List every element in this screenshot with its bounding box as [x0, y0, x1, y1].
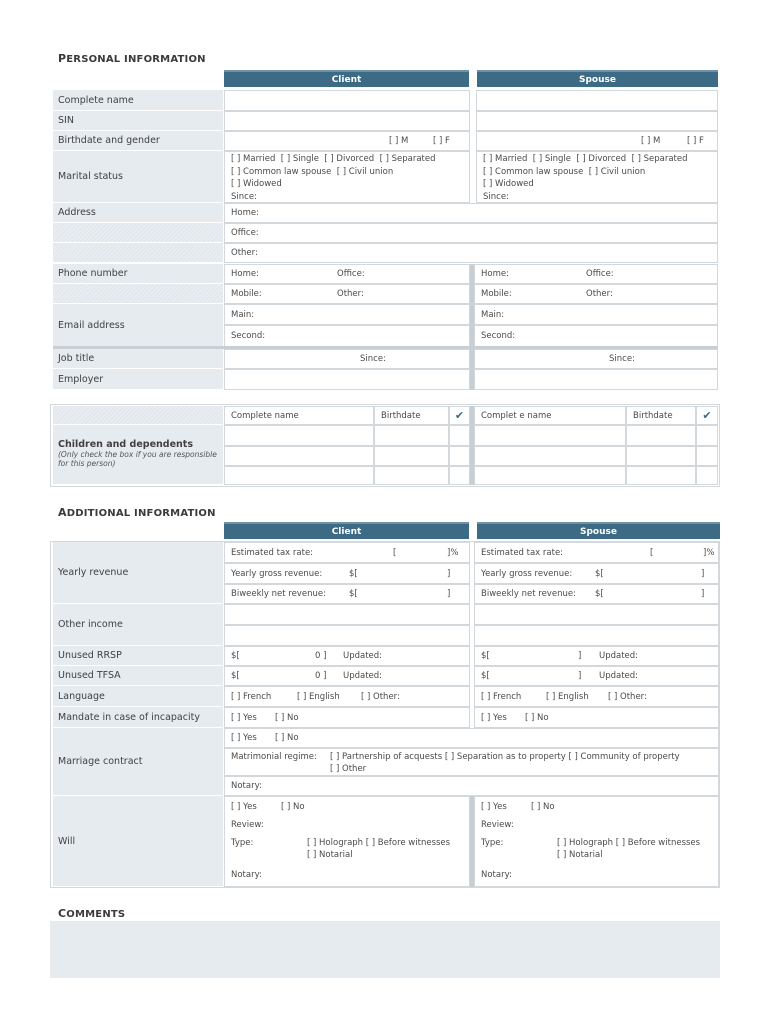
label-complete-name: Complete name	[53, 90, 223, 111]
spouse-will-no[interactable]: [ ] No	[531, 802, 555, 812]
client-child-checkbox-row1[interactable]	[449, 425, 470, 446]
spouse-marital-since: Since:	[483, 191, 509, 202]
client-gender-m-checkbox[interactable]: [ ] M	[389, 136, 409, 146]
spouse-tax-rate-field[interactable]: Estimated tax rate: [ ]%	[474, 542, 719, 563]
label-phone-blank	[53, 284, 223, 304]
additional-client-header: Client	[224, 522, 469, 539]
client-other-income-field-1[interactable]	[224, 604, 470, 625]
client-header: Client	[224, 70, 469, 87]
personal-information-title: PERSONAL INFORMATION	[58, 52, 206, 65]
label-email-address: Email address	[53, 304, 223, 347]
client-marital-since: Since:	[231, 191, 257, 202]
client-tfsa-value: 0 ]	[315, 671, 327, 681]
client-phone-other-label: Other:	[337, 289, 364, 299]
client-marital-status[interactable]	[224, 151, 470, 203]
client-job-title-field[interactable]	[224, 349, 470, 369]
client-will-review-label: Review:	[231, 820, 264, 830]
client-will-yes[interactable]: [ ] Yes	[231, 802, 257, 812]
label-language: Language	[53, 686, 223, 707]
spouse-child-name-header: Complet e name	[474, 406, 626, 425]
spouse-child-name-row2[interactable]	[474, 446, 626, 466]
spouse-other-income-field-2[interactable]	[474, 625, 719, 646]
client-will-type-label: Type:	[231, 838, 254, 848]
client-gender-f-checkbox[interactable]: [ ] F	[433, 136, 450, 146]
client-child-name-row3[interactable]	[224, 466, 374, 485]
client-child-birthdate-row2[interactable]	[374, 446, 449, 466]
spouse-child-birthdate-header: Birthdate	[626, 406, 696, 425]
spouse-complete-name-field[interactable]	[476, 90, 718, 111]
client-job-since-label: Since:	[360, 354, 386, 364]
spouse-child-name-row3[interactable]	[474, 466, 626, 485]
label-mandate: Mandate in case of incapacity	[53, 707, 223, 728]
client-child-name-row1[interactable]	[224, 425, 374, 446]
label-sin: SIN	[53, 111, 223, 131]
label-marital-status: Marital status	[53, 151, 223, 203]
spouse-phone-home-field[interactable]: Home: Office:	[474, 264, 718, 284]
label-address-blank-1	[53, 223, 223, 243]
client-child-birthdate-row1[interactable]	[374, 425, 449, 446]
spouse-phone-other-label: Other:	[586, 289, 613, 299]
address-office-field[interactable]: Office:	[224, 223, 718, 243]
spouse-mandate-no[interactable]: [ ] No	[525, 713, 549, 723]
address-home-field[interactable]: Home:	[224, 203, 718, 223]
label-employer: Employer	[53, 369, 223, 390]
client-phone-mobile-field[interactable]: Mobile: Other:	[224, 284, 470, 304]
spouse-rrsp-field[interactable]: $[ ] Updated:	[474, 646, 719, 666]
client-child-birthdate-row3[interactable]	[374, 466, 449, 485]
client-marital-line3[interactable]: [ ] Widowed	[231, 179, 282, 189]
client-rrsp-value: 0 ]	[315, 651, 327, 661]
client-net-revenue-field[interactable]: Biweekly net revenue: $[ ]	[224, 584, 470, 604]
client-child-birthdate-header: Birthdate	[374, 406, 449, 425]
client-email-main-field[interactable]: Main:	[224, 304, 470, 325]
marriage-notary-field[interactable]: Notary:	[224, 776, 719, 796]
spouse-child-birthdate-row1[interactable]	[626, 425, 696, 446]
client-marital-line2[interactable]: [ ] Common law spouse [ ] Civil union	[231, 166, 394, 177]
spouse-phone-office-label: Office:	[586, 269, 614, 279]
spouse-child-checkbox-row1[interactable]	[696, 425, 718, 446]
spouse-child-birthdate-row3[interactable]	[626, 466, 696, 485]
matrimonial-regime-field[interactable]: Matrimonial regime: [ ] Partnership of acquests [ ] Separation as to property [ ] Community of property [ ] Other	[224, 748, 719, 776]
spouse-employer-field[interactable]	[474, 369, 718, 390]
spouse-job-title-field[interactable]	[474, 349, 718, 369]
spouse-tfsa-field[interactable]: $[ ] Updated:	[474, 666, 719, 686]
marriage-contract-yes-no[interactable]	[224, 728, 719, 748]
client-employer-field[interactable]	[224, 369, 470, 390]
spouse-email-second-field[interactable]: Second:	[474, 325, 718, 347]
client-will-no[interactable]: [ ] No	[281, 802, 305, 812]
client-language-english[interactable]: [ ] English	[297, 692, 340, 702]
spouse-mandate-yes[interactable]: [ ] Yes	[481, 712, 507, 723]
client-marital-line1[interactable]: [ ] Married [ ] Single [ ] Divorced [ ] Separated	[231, 154, 436, 164]
label-will: Will	[53, 796, 223, 887]
spouse-will-type-options[interactable]: [ ] Holograph [ ] Before witnesses	[557, 838, 701, 848]
spouse-child-check-icon: ✔	[696, 406, 718, 425]
label-address: Address	[53, 203, 223, 223]
column-separator-phone	[470, 264, 474, 347]
label-other-income: Other income	[53, 604, 223, 646]
spouse-language-english[interactable]: [ ] English	[546, 692, 589, 702]
client-birthdate-field[interactable]	[224, 131, 470, 151]
spouse-child-name-row1[interactable]	[474, 425, 626, 446]
matrimonial-regime-other[interactable]: [ ] Other	[330, 764, 367, 774]
client-language-field[interactable]	[224, 686, 470, 707]
client-phone-office-label: Office:	[337, 269, 365, 279]
spouse-birthdate-field[interactable]	[476, 131, 718, 151]
client-child-check-icon: ✔	[449, 406, 470, 425]
client-gross-revenue-field[interactable]: Yearly gross revenue: $[ ]	[224, 563, 470, 584]
label-unused-tfsa: Unused TFSA	[53, 666, 223, 686]
children-header-blank	[53, 406, 223, 425]
spouse-net-revenue-field[interactable]: Biweekly net revenue: $[ ]	[474, 584, 719, 604]
client-email-second-field[interactable]: Second:	[224, 325, 470, 347]
client-child-name-row2[interactable]	[224, 446, 374, 466]
client-language-french[interactable]: [ ] French	[231, 691, 272, 702]
client-child-name-header: Complete name	[224, 406, 374, 425]
address-other-field[interactable]: Other:	[224, 243, 718, 263]
spouse-gender-f-checkbox[interactable]: [ ] F	[687, 136, 704, 146]
spouse-mandate-field[interactable]	[474, 707, 719, 728]
matrimonial-regime-options[interactable]: [ ] Partnership of acquests [ ] Separation as to property [ ] Community of property	[330, 752, 680, 762]
label-unused-rrsp: Unused RRSP	[53, 646, 223, 666]
spouse-marital-line3[interactable]: [ ] Widowed	[483, 179, 534, 189]
marriage-contract-yes[interactable]: [ ] Yes	[231, 733, 257, 743]
client-child-checkbox-row3[interactable]	[449, 466, 470, 485]
client-rrsp-field[interactable]: $[ 0 ] Updated:	[224, 646, 470, 666]
spouse-will-type-label: Type:	[481, 838, 504, 848]
client-tax-rate-field[interactable]: Estimated tax rate: [ ]%	[224, 542, 470, 563]
comments-title: COMMENTS	[58, 907, 126, 920]
comments-textarea[interactable]	[50, 921, 720, 978]
client-language-other[interactable]: [ ] Other:	[361, 692, 400, 702]
spouse-gender-m-checkbox[interactable]: [ ] M	[641, 136, 661, 146]
client-mandate-no[interactable]: [ ] No	[275, 713, 299, 723]
spouse-child-checkbox-row2[interactable]	[696, 446, 718, 466]
spouse-email-main-field[interactable]: Main:	[474, 304, 718, 325]
client-tfsa-field[interactable]: $[ 0 ] Updated:	[224, 666, 470, 686]
label-marriage-contract: Marriage contract	[53, 728, 223, 796]
spouse-sin-field[interactable]	[476, 111, 718, 131]
additional-information-title: ADDITIONAL INFORMATION	[58, 506, 216, 519]
spouse-other-income-field-1[interactable]	[474, 604, 719, 625]
spouse-header: Spouse	[477, 70, 718, 87]
label-birthdate-gender: Birthdate and gender	[53, 131, 223, 151]
spouse-child-birthdate-row2[interactable]	[626, 446, 696, 466]
spouse-gross-revenue-field[interactable]: Yearly gross revenue: $[ ]	[474, 563, 719, 584]
spouse-child-checkbox-row3[interactable]	[696, 466, 718, 485]
spouse-language-other[interactable]: [ ] Other:	[608, 692, 647, 702]
spouse-marital-line1[interactable]: [ ] Married [ ] Single [ ] Divorced [ ] Separated	[483, 154, 688, 164]
spouse-marital-status[interactable]	[476, 151, 718, 203]
spouse-will-field[interactable]	[474, 796, 719, 887]
spouse-will-type-notarial[interactable]: [ ] Notarial	[557, 850, 603, 860]
marriage-contract-no[interactable]: [ ] No	[275, 733, 299, 743]
spouse-language-french[interactable]: [ ] French	[481, 691, 522, 702]
column-separator-children	[470, 406, 474, 485]
spouse-marital-line2[interactable]: [ ] Common law spouse [ ] Civil union	[483, 166, 646, 177]
column-separator-will	[470, 796, 474, 887]
client-sin-field[interactable]	[224, 111, 470, 131]
label-address-blank-2	[53, 243, 223, 263]
client-will-notary-label: Notary:	[231, 870, 262, 880]
label-children-dependents: Children and dependents (Only check the box if you are responsible for this person)	[53, 425, 223, 485]
client-mandate-yes[interactable]: [ ] Yes	[231, 712, 257, 723]
client-complete-name-field[interactable]	[224, 90, 470, 111]
label-job-title: Job title	[53, 349, 223, 369]
client-phone-home-field[interactable]: Home: Office:	[224, 264, 470, 284]
additional-spouse-header: Spouse	[477, 522, 720, 539]
label-yearly-revenue: Yearly revenue	[53, 542, 223, 604]
spouse-will-yes[interactable]: [ ] Yes	[481, 802, 507, 812]
client-other-income-field-2[interactable]	[224, 625, 470, 646]
spouse-phone-mobile-field[interactable]: Mobile: Other:	[474, 284, 718, 304]
spouse-job-since-label: Since:	[609, 354, 635, 364]
client-child-checkbox-row2[interactable]	[449, 446, 470, 466]
client-will-type-options[interactable]: [ ] Holograph [ ] Before witnesses	[307, 838, 451, 848]
client-will-type-notarial[interactable]: [ ] Notarial	[307, 850, 353, 860]
client-will-field[interactable]	[224, 796, 470, 887]
spouse-will-review-label: Review:	[481, 820, 514, 830]
spouse-language-field[interactable]	[474, 686, 719, 707]
label-phone-number: Phone number	[53, 264, 223, 284]
spouse-will-notary-label: Notary:	[481, 870, 512, 880]
client-mandate-field[interactable]	[224, 707, 470, 728]
